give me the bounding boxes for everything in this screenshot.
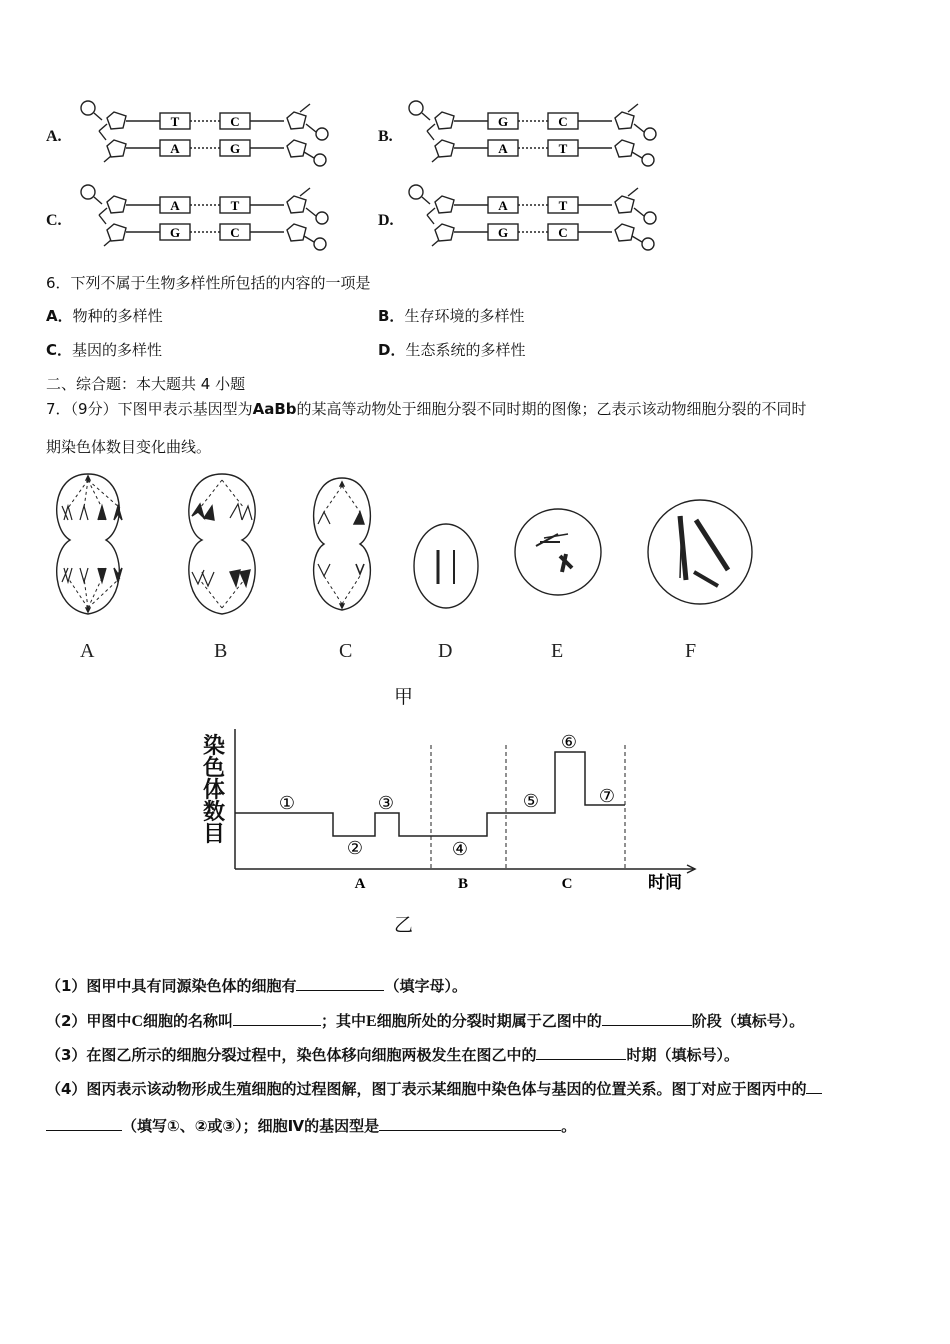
figure-yi-graph	[195, 725, 705, 900]
option-label: B．	[378, 307, 405, 325]
q7-sub2	[46, 1010, 804, 1031]
answer-blank[interactable]	[602, 1011, 692, 1026]
q7-sub3	[46, 1044, 739, 1065]
base-letter: A	[170, 141, 180, 156]
cell-a-drawing	[57, 474, 122, 614]
option-text: 物种的多样性	[72, 307, 163, 325]
base-letter: C	[230, 114, 240, 129]
cell-label-a: A	[80, 640, 95, 662]
option-label: C.	[46, 212, 62, 229]
y-axis-label-char: 染	[202, 733, 225, 759]
cell-f-drawing	[648, 500, 752, 604]
sub-question-text: 时期（填标号）。	[626, 1046, 739, 1064]
base-letter: T	[558, 198, 568, 213]
base-letter: T	[170, 114, 180, 129]
q6-option-b[interactable]	[378, 305, 524, 326]
q5-option-c[interactable]	[44, 180, 344, 260]
q7-sub4-line2	[46, 1115, 576, 1136]
base-letter: T	[558, 141, 568, 156]
base-letter: C	[558, 114, 568, 129]
genotype-text: AaBb	[252, 400, 297, 418]
answer-blank[interactable]	[536, 1045, 626, 1060]
base-letter: G	[229, 141, 241, 156]
section-heading: 二、综合题：本大题共 4 小题	[46, 375, 246, 393]
y-axis-label-char: 体	[202, 777, 225, 803]
stage-marker: ⑦	[598, 786, 616, 806]
phase-label: B	[457, 876, 469, 892]
base-letter: G	[169, 225, 181, 240]
y-axis-label-char: 数	[202, 799, 225, 825]
sub-question-text: （填写①、②或③）；细胞Ⅳ的基因型是	[122, 1117, 380, 1135]
stage-marker: ④	[451, 839, 469, 859]
stage-marker: ⑥	[560, 732, 578, 752]
dna-diagram-c	[74, 180, 364, 260]
q7-intro-part: 的某高等动物处于细胞分裂不同时期的图像；乙表示该动物细胞分裂的不同时	[296, 400, 807, 418]
answer-blank[interactable]	[379, 1116, 561, 1131]
dna-diagram-b	[402, 96, 692, 176]
q6-option-c[interactable]	[46, 339, 162, 360]
cell-label-b: B	[214, 640, 228, 662]
q6-option-a[interactable]	[46, 305, 163, 326]
sub-question-text: （3）在图乙所示的细胞分裂过程中，染色体移向细胞两极发生在图乙中的	[46, 1046, 537, 1064]
option-label: A.	[46, 128, 62, 145]
sub-question-text: （4）图丙表示该动物形成生殖细胞的过程图解，图丁表示某细胞中染色体与基因的位置关系。图丁对应于图丙中的	[46, 1080, 807, 1098]
q7-intro-line2: 期染色体数目变化曲线。	[46, 438, 212, 456]
option-label: D．	[378, 341, 406, 359]
q5-option-b[interactable]	[376, 96, 676, 176]
q6-option-d[interactable]	[378, 339, 525, 360]
q7-intro-line1	[46, 398, 807, 419]
y-axis-label-char: 色	[202, 755, 225, 781]
option-text: 基因的多样性	[72, 341, 163, 359]
stage-marker: ③	[377, 793, 395, 813]
option-label: D.	[378, 212, 394, 229]
q7-sub4-line1	[46, 1078, 822, 1099]
y-axis-label-char: 目	[202, 821, 225, 847]
x-axis-label: 时间	[648, 873, 682, 892]
option-text: 生存环境的多样性	[404, 307, 525, 325]
sub-question-text: （填字母）。	[384, 977, 467, 995]
q5-option-a[interactable]	[44, 96, 344, 176]
sub-question-text: ；其中	[321, 1012, 367, 1030]
y-axis-label	[199, 735, 229, 845]
sub-question-text: 。	[561, 1117, 577, 1135]
stage-marker: ①	[278, 793, 296, 813]
q5-option-d[interactable]	[376, 180, 676, 260]
q7-sub1	[46, 975, 467, 996]
dna-diagram-a	[74, 96, 364, 176]
cell-label-c: C	[339, 640, 353, 662]
base-letter: G	[497, 225, 509, 240]
base-letter: A	[498, 198, 508, 213]
q6-question: 6．下列不属于生物多样性所包括的内容的一项是	[46, 274, 371, 292]
sub-question-text: E	[366, 1013, 377, 1030]
base-letter: C	[230, 225, 240, 240]
cell-b-drawing	[189, 474, 255, 614]
option-text: 生态系统的多样性	[405, 341, 526, 359]
sub-question-text: 细胞所处的分裂时期属于乙图中的	[376, 1012, 602, 1030]
stage-marker: ②	[346, 838, 364, 858]
base-letter: A	[498, 141, 508, 156]
cell-label-f: F	[685, 640, 697, 662]
cell-c-drawing	[314, 478, 371, 610]
sub-question-text: C	[131, 1013, 144, 1030]
option-label: B.	[378, 128, 393, 145]
sub-question-text: 阶段（填标号）。	[691, 1012, 805, 1030]
cell-d-drawing	[414, 524, 478, 608]
figure-yi-caption: 乙	[394, 914, 414, 936]
cell-label-e: E	[551, 640, 564, 662]
sub-question-text: （1）图甲中具有同源染色体的细胞有	[46, 977, 297, 995]
cell-e-drawing	[515, 509, 601, 595]
base-letter: C	[558, 225, 568, 240]
answer-blank[interactable]	[806, 1079, 822, 1094]
answer-blank[interactable]	[296, 976, 384, 991]
answer-blank[interactable]	[46, 1116, 122, 1131]
phase-label: A	[354, 876, 366, 892]
figure-jia-cells	[40, 468, 770, 628]
base-letter: A	[170, 198, 180, 213]
phase-label: C	[561, 876, 573, 892]
option-label: C．	[46, 341, 73, 359]
q7-intro-part: 7．（9分）下图甲表示基因型为	[46, 400, 253, 418]
stage-marker: ⑤	[522, 791, 540, 811]
figure-jia-caption: 甲	[394, 686, 414, 708]
base-letter: T	[230, 198, 240, 213]
base-letter: G	[497, 114, 509, 129]
cell-label-d: D	[438, 640, 453, 662]
sub-question-text: 细胞的名称叫	[143, 1012, 234, 1030]
dna-diagram-d	[402, 180, 692, 260]
sub-question-text: （2）甲图中	[46, 1012, 132, 1030]
answer-blank[interactable]	[233, 1011, 321, 1026]
option-label: A．	[46, 307, 73, 325]
